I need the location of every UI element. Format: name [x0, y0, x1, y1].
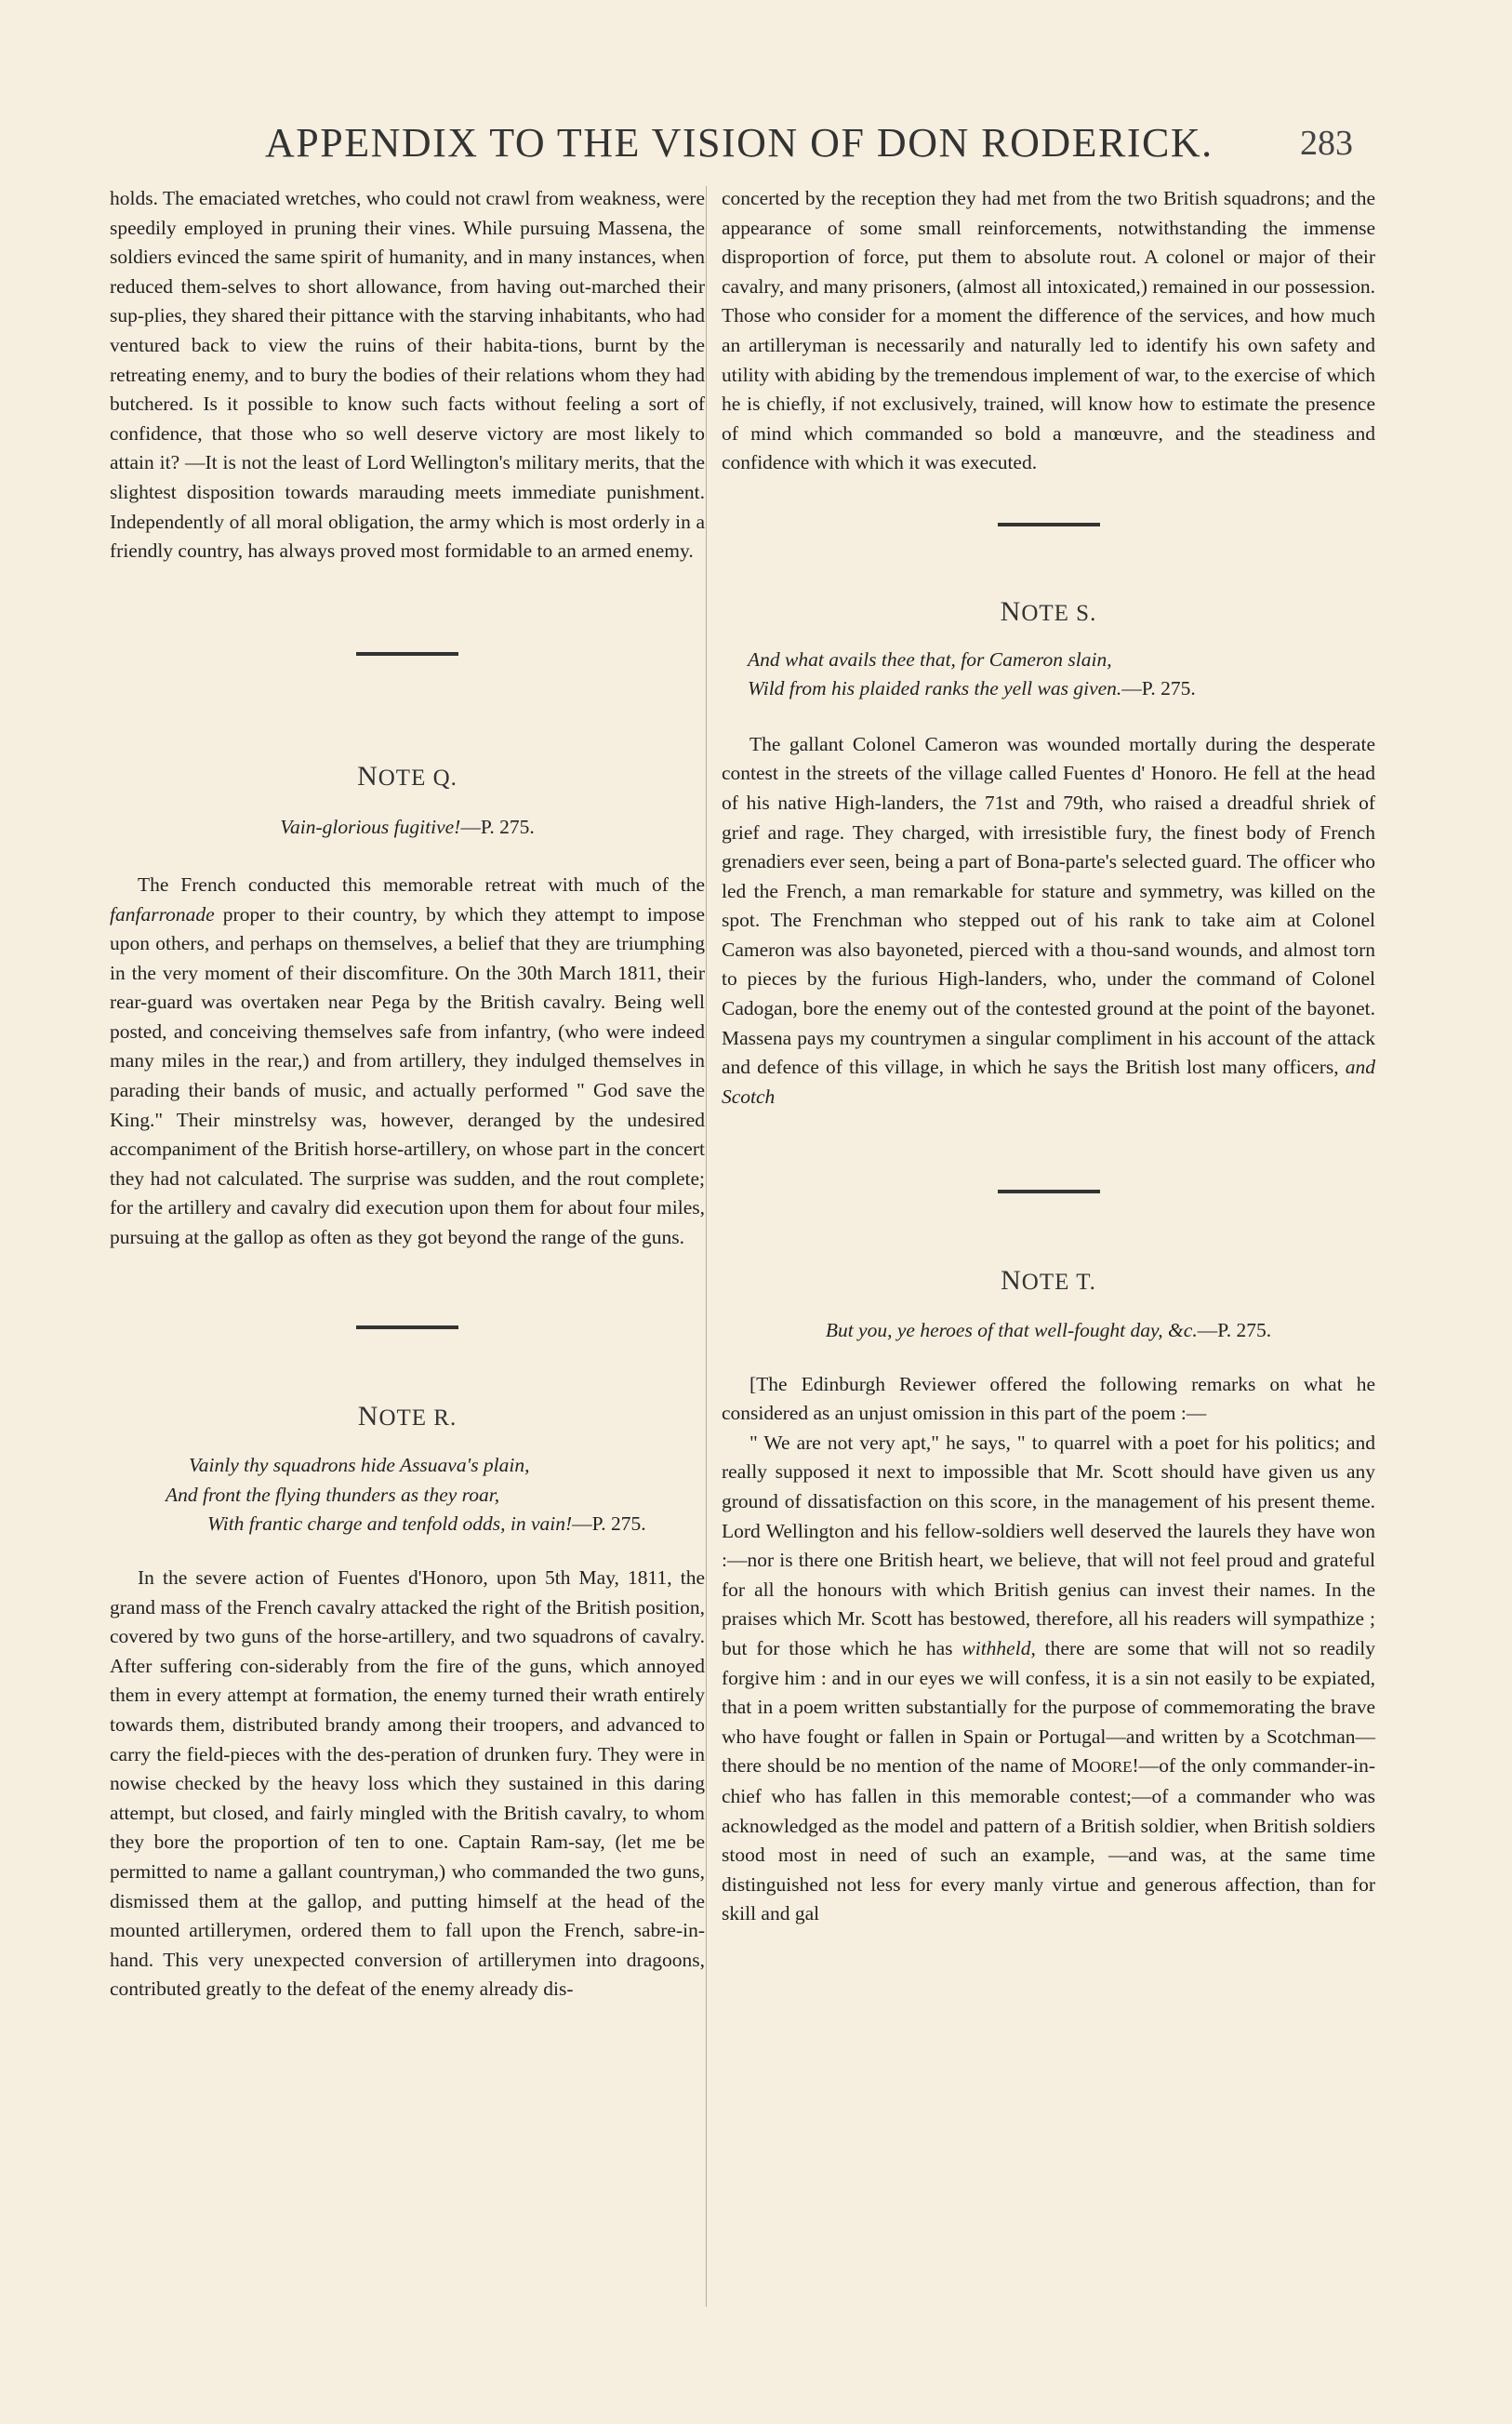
- note-r-heading-rest: OTE R.: [378, 1405, 458, 1431]
- note-r-verse: [110, 1451, 705, 1539]
- note-q-epigraph-text: Vain-glorious fugitive!: [280, 816, 461, 839]
- note-r-heading-cap: N: [357, 1400, 379, 1432]
- right-column: [722, 184, 1375, 1929]
- note-s-body-1: The gallant Colonel Cameron was wounded mortally during the desperate contest in the streets of the village called Fuentes d' Honoro. He fell at the head of his native High-landers, the 71st and 79th, who raised a dreadful shriek of grief and rage. They charged, with irresistible fury, the finest body of French grenadiers ever seen, being a part of Bona-parte's selected guard. The officer who led the French, a man remarkable for stature and symmetry, was killed on the spot. The Frenchman who stepped out of his rank to take aim at Colonel Cameron was also bayoneted, pierced with a thou-sand wounds, and almost torn to pieces by the furious High-landers, who, under the command of Colonel Cadogan, bore the enemy out of the contested ground at the point of the bayonet. Massena pays my countrymen a singular compliment in his account of the attack and defence of this village, in which he says the British lost many officers,: [722, 732, 1375, 1079]
- note-t-quote-italic: withheld: [962, 1636, 1031, 1659]
- note-s-verse: [722, 646, 1375, 704]
- note-t-quote: [722, 1429, 1375, 1929]
- note-s-verse-line-2: [722, 674, 1375, 704]
- note-r-verse-line-1: Vainly thy squadrons hide Assuava's plain,: [189, 1454, 530, 1477]
- running-title: APPENDIX TO THE VISION OF DON RODERICK.: [265, 120, 1214, 166]
- note-s-ref: —P. 275.: [1121, 677, 1196, 700]
- note-q-heading: [110, 762, 705, 793]
- note-t-quote-smallcaps: OORE: [1089, 1758, 1133, 1777]
- note-r-verse-line-3: [110, 1510, 705, 1539]
- page-number: 283: [1300, 124, 1353, 163]
- note-t-intro: [The Edinburgh Reviewer offered the following remarks on what he considered as an unjust omission in this part of the poem :—: [722, 1372, 1375, 1425]
- note-q-ref: —P. 275.: [460, 816, 535, 839]
- note-r-heading: [110, 1402, 705, 1433]
- note-t-ref: —P. 275.: [1197, 1319, 1272, 1342]
- note-q-epigraph: [110, 813, 705, 843]
- note-t-epigraph-text: But you, ye heroes of that well-fought day, &c.: [825, 1319, 1198, 1342]
- note-q-body-italic: fanfarronade: [110, 902, 215, 926]
- note-s-body-italic: and Scotch: [722, 1056, 1375, 1108]
- note-s-body: [722, 730, 1375, 1112]
- note-t-quote-2: , there are some that will not so readily forgive him : and in our eyes we will confess, it is a sin not easily to be expiated, that in a poem written substantially for the purpose of commemorating the brave who have fought or fallen in Spain or Portugal—and written by a Scotchman—there should be no mention of the name of M: [722, 1636, 1376, 1778]
- note-r-verse-line-3-text: With frantic charge and tenfold odds, in vain!: [207, 1512, 573, 1536]
- left-column: [110, 184, 705, 2004]
- note-t-quote-3: !—of the only commander-in-chief who has fallen in this memorable contest;—of a commander who was acknowledged as the model and pattern of a British soldier, when British soldiers stood most in need of such an example, —and was, at the same time distinguished not less for every manly virtue and generous affection, than for skill and gal: [722, 1754, 1376, 1925]
- continuation-paragraph: concerted by the reception they had met from the two British squadrons; and the appearance of some small reinforcements, notwithstanding the immense disproportion of force, put them to absolute rout. A colonel or major of their cavalry, and many prisoners, (almost all intoxicated,) remained in our possession. Those who consider for a moment the difference of the services, and how much an artilleryman is necessarily and naturally led to identify his own safety and utility with abiding by the tremendous implement of war, to the exercise of which he is chiefly, if not exclusively, trained, will know how to estimate the presence of mind which commanded so bold a manœuvre, and the steadiness and confidence with which it was executed.: [722, 187, 1375, 474]
- note-q-body-1: The French conducted this memorable retreat with much of the: [138, 872, 705, 896]
- note-t-quote-1: " We are not very apt," he says, " to quarrel with a poet for his politics; and really supposed it next to impossible that Mr. Scott should have given us any ground of dissatisfaction on this score, in the management of his present theme. Lord Wellington and his fellow-soldiers well deserved the laurels they have won :—nor is there one British heart, we believe, that will not feel proud and grateful for all the honours with which British genius can invest their names. In the praises which Mr. Scott has bestowed, therefore, all his readers will sympathize ; but for those which he has: [722, 1431, 1375, 1659]
- page-header: [0, 119, 1512, 175]
- note-r-body: In the severe action of Fuentes d'Honoro, upon 5th May, 1811, the grand mass of the French cavalry attacked the right of the British position, covered by two guns of the horse-artillery, and two squadrons of cavalry. After suffering con-siderably from the fire of the guns, which annoyed them in every attempt at formation, the enemy turned their wrath entirely towards them, distributed brandy among their troopers, and advanced to carry the field-pieces with the des-peration of drunken fury. They were in nowise checked by the heavy loss which they sustained in this daring attempt, but closed, and fairly mingled with the British cavalry, to whom they bore the proportion of ten to one. Captain Ram-say, (let me be permitted to name a gallant countryman,) who commanded the two guns, dismissed them at the gallop, and putting himself at the head of the mounted artillerymen, ordered them to fall upon the French, sabre-in-hand. This very unexpected conversion of artillerymen into dragoons, contributed greatly to the defeat of the enemy already dis-: [110, 1566, 705, 2001]
- note-t-heading-cap: N: [1001, 1265, 1022, 1297]
- note-s-heading-cap: N: [1000, 595, 1022, 627]
- note-q-heading-cap: N: [357, 760, 378, 792]
- note-t-epigraph: [722, 1316, 1375, 1346]
- note-q-body: [110, 871, 705, 1253]
- note-s-heading: [722, 597, 1375, 629]
- note-s-verse-line-2-text: Wild from his plaided ranks the yell was given.: [748, 677, 1122, 700]
- note-r-ref: —P. 275.: [572, 1512, 646, 1536]
- note-t-heading-rest: OTE T.: [1021, 1270, 1096, 1296]
- note-r-verse-line-2: And front the flying thunders as they roar,: [166, 1483, 500, 1506]
- note-s-verse-line-1: And what avails thee that, for Cameron slain,: [748, 647, 1112, 671]
- note-s-heading-rest: OTE S.: [1021, 600, 1097, 626]
- note-q-body-2: proper to their country, by which they attempt to impose upon others, and perhaps on themselves, a belief that they are triumphing in the very moment of their discomfiture. On the 30th March 1811, their rear-guard was overtaken near Pega by the British cavalry. Being well posted, and conceiving themselves safe from infantry, (who were indeed many miles in the rear,) and from artillery, they indulged themselves in parading their bands of music, and actually performed " God save the King." Their minstrelsy was, however, deranged by the undesired accompaniment of the British horse-artillery, on whose part in the concert they had not calculated. The surprise was sudden, and the rout complete; for the artillery and cavalry did execution upon them for about four miles, pursuing at the gallop as often as they got beyond the range of the guns.: [110, 902, 705, 1249]
- note-q-heading-rest: OTE Q.: [378, 765, 458, 791]
- intro-paragraph: holds. The emaciated wretches, who could not crawl from weakness, were speedily employed in pruning their vines. While pursuing Massena, the soldiers evinced the same spirit of humanity, and in many instances, when reduced them-selves to short allowance, from having out-marched their sup-plies, they shared their pittance with the starving inhabitants, who had ventured back to view the ruins of their habita-tions, burnt by the retreating enemy, and to bury the bodies of their relations whom they had butchered. Is it possible to know such facts without feeling a sort of confidence, that those who so well deserve victory are most likely to attain it? —It is not the least of Lord Wellington's military merits, that the slightest disposition towards marauding meets immediate punishment. Independently of all moral obligation, the army which is most orderly in a friendly country, has always proved most formidable to an armed enemy.: [110, 187, 705, 563]
- note-t-heading: [722, 1266, 1375, 1298]
- column-divider: [706, 186, 707, 2307]
